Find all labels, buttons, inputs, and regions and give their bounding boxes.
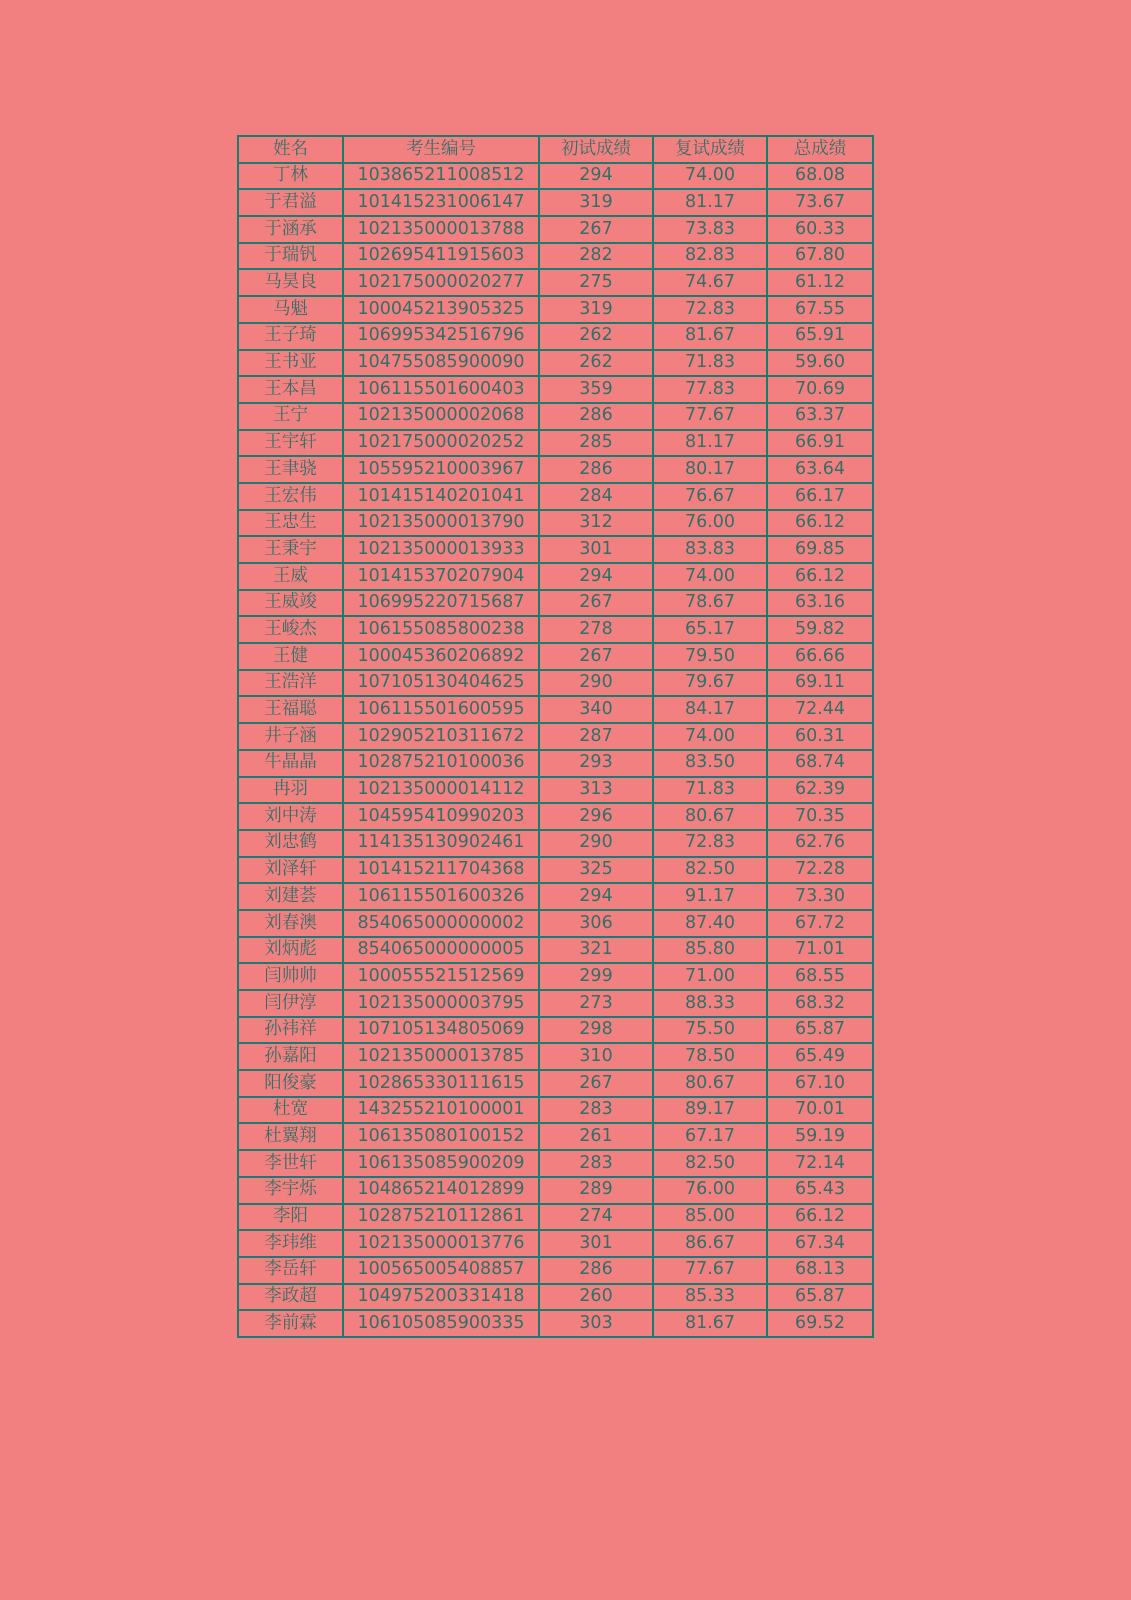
cell-total-score: 63.37 <box>767 403 873 430</box>
cell-first-score: 312 <box>539 510 653 537</box>
cell-candidate-id: 102135000003795 <box>343 990 539 1017</box>
cell-candidate-id: 101415140201041 <box>343 483 539 510</box>
cell-name: 刘建荟 <box>238 883 343 910</box>
cell-candidate-id: 102135000013785 <box>343 1043 539 1070</box>
cell-retest-score: 85.80 <box>653 937 767 964</box>
cell-total-score: 67.10 <box>767 1070 873 1097</box>
cell-total-score: 71.01 <box>767 937 873 964</box>
cell-first-score: 294 <box>539 163 653 190</box>
cell-total-score: 65.87 <box>767 1017 873 1044</box>
cell-candidate-id: 100565005408857 <box>343 1257 539 1284</box>
cell-candidate-id: 106115501600326 <box>343 883 539 910</box>
cell-total-score: 70.01 <box>767 1097 873 1124</box>
cell-first-score: 296 <box>539 803 653 830</box>
cell-candidate-id: 100055521512569 <box>343 963 539 990</box>
cell-first-score: 289 <box>539 1177 653 1204</box>
cell-candidate-id: 106995220715687 <box>343 590 539 617</box>
table-row <box>238 483 873 510</box>
table-row <box>238 1310 873 1337</box>
cell-name: 王聿骁 <box>238 456 343 483</box>
cell-name: 李阳 <box>238 1204 343 1231</box>
cell-retest-score: 81.17 <box>653 430 767 457</box>
table-row <box>238 1177 873 1204</box>
header-name: 姓名 <box>238 136 343 163</box>
cell-retest-score: 77.83 <box>653 376 767 403</box>
cell-first-score: 359 <box>539 376 653 403</box>
cell-candidate-id: 103865211008512 <box>343 163 539 190</box>
cell-candidate-id: 102905210311672 <box>343 723 539 750</box>
cell-retest-score: 76.00 <box>653 1177 767 1204</box>
cell-first-score: 294 <box>539 883 653 910</box>
cell-retest-score: 85.33 <box>653 1284 767 1311</box>
cell-total-score: 62.76 <box>767 830 873 857</box>
cell-first-score: 340 <box>539 696 653 723</box>
cell-first-score: 299 <box>539 963 653 990</box>
cell-total-score: 66.12 <box>767 1204 873 1231</box>
cell-name: 王秉宇 <box>238 536 343 563</box>
cell-total-score: 68.55 <box>767 963 873 990</box>
cell-candidate-id: 102865330111615 <box>343 1070 539 1097</box>
cell-first-score: 267 <box>539 643 653 670</box>
cell-candidate-id: 106105085900335 <box>343 1310 539 1337</box>
table-row <box>238 1017 873 1044</box>
cell-candidate-id: 102875210100036 <box>343 750 539 777</box>
cell-candidate-id: 102175000020277 <box>343 269 539 296</box>
table-row <box>238 510 873 537</box>
cell-first-score: 262 <box>539 350 653 377</box>
cell-name: 刘泽轩 <box>238 857 343 884</box>
cell-retest-score: 86.67 <box>653 1230 767 1257</box>
cell-name: 井子涵 <box>238 723 343 750</box>
cell-total-score: 59.82 <box>767 616 873 643</box>
cell-candidate-id: 102135000014112 <box>343 777 539 804</box>
table-row <box>238 963 873 990</box>
table-row <box>238 269 873 296</box>
cell-candidate-id: 101415370207904 <box>343 563 539 590</box>
cell-name: 王浩洋 <box>238 670 343 697</box>
cell-name: 王子琦 <box>238 323 343 350</box>
cell-candidate-id: 105595210003967 <box>343 456 539 483</box>
cell-total-score: 59.60 <box>767 350 873 377</box>
cell-retest-score: 71.00 <box>653 963 767 990</box>
cell-retest-score: 83.83 <box>653 536 767 563</box>
cell-retest-score: 79.67 <box>653 670 767 697</box>
cell-name: 马魁 <box>238 296 343 323</box>
cell-first-score: 290 <box>539 830 653 857</box>
cell-retest-score: 84.17 <box>653 696 767 723</box>
cell-name: 闫帅帅 <box>238 963 343 990</box>
cell-first-score: 298 <box>539 1017 653 1044</box>
cell-name: 阳俊豪 <box>238 1070 343 1097</box>
cell-name: 王威 <box>238 563 343 590</box>
cell-total-score: 73.30 <box>767 883 873 910</box>
cell-retest-score: 76.67 <box>653 483 767 510</box>
table-row <box>238 563 873 590</box>
cell-retest-score: 81.67 <box>653 1310 767 1337</box>
table-row <box>238 830 873 857</box>
cell-retest-score: 75.50 <box>653 1017 767 1044</box>
cell-retest-score: 72.83 <box>653 296 767 323</box>
cell-candidate-id: 102135000013790 <box>343 510 539 537</box>
cell-name: 王威竣 <box>238 590 343 617</box>
cell-name: 孙嘉阳 <box>238 1043 343 1070</box>
table-row <box>238 883 873 910</box>
cell-retest-score: 74.00 <box>653 563 767 590</box>
cell-total-score: 66.17 <box>767 483 873 510</box>
score-table <box>237 135 874 1338</box>
cell-candidate-id: 107105134805069 <box>343 1017 539 1044</box>
cell-candidate-id: 104595410990203 <box>343 803 539 830</box>
cell-total-score: 72.28 <box>767 857 873 884</box>
cell-first-score: 319 <box>539 296 653 323</box>
cell-name: 李玮维 <box>238 1230 343 1257</box>
cell-retest-score: 80.67 <box>653 1070 767 1097</box>
cell-first-score: 273 <box>539 990 653 1017</box>
cell-total-score: 66.91 <box>767 430 873 457</box>
cell-retest-score: 81.17 <box>653 189 767 216</box>
cell-name: 于君溢 <box>238 189 343 216</box>
cell-total-score: 62.39 <box>767 777 873 804</box>
table-row <box>238 1123 873 1150</box>
cell-total-score: 65.91 <box>767 323 873 350</box>
cell-name: 李岳轩 <box>238 1257 343 1284</box>
cell-candidate-id: 114135130902461 <box>343 830 539 857</box>
cell-first-score: 303 <box>539 1310 653 1337</box>
table-row <box>238 350 873 377</box>
cell-candidate-id: 106995342516796 <box>343 323 539 350</box>
cell-retest-score: 67.17 <box>653 1123 767 1150</box>
cell-candidate-id: 102135000013776 <box>343 1230 539 1257</box>
cell-first-score: 274 <box>539 1204 653 1231</box>
cell-total-score: 69.52 <box>767 1310 873 1337</box>
cell-total-score: 70.35 <box>767 803 873 830</box>
header-candidate-id: 考生编号 <box>343 136 539 163</box>
table-row <box>238 296 873 323</box>
cell-total-score: 65.87 <box>767 1284 873 1311</box>
cell-total-score: 59.19 <box>767 1123 873 1150</box>
cell-retest-score: 76.00 <box>653 510 767 537</box>
cell-total-score: 63.16 <box>767 590 873 617</box>
cell-name: 杜翼翔 <box>238 1123 343 1150</box>
table-row <box>238 216 873 243</box>
cell-total-score: 66.12 <box>767 563 873 590</box>
table-row <box>238 803 873 830</box>
table-row <box>238 937 873 964</box>
table-row <box>238 189 873 216</box>
cell-candidate-id: 101415231006147 <box>343 189 539 216</box>
cell-retest-score: 78.50 <box>653 1043 767 1070</box>
cell-name: 闫伊淳 <box>238 990 343 1017</box>
cell-retest-score: 74.67 <box>653 269 767 296</box>
cell-candidate-id: 102695411915603 <box>343 243 539 270</box>
cell-first-score: 282 <box>539 243 653 270</box>
cell-candidate-id: 101415211704368 <box>343 857 539 884</box>
cell-name: 王健 <box>238 643 343 670</box>
cell-name: 于瑞钒 <box>238 243 343 270</box>
cell-name: 于涵承 <box>238 216 343 243</box>
cell-first-score: 301 <box>539 1230 653 1257</box>
table-row <box>238 1230 873 1257</box>
cell-retest-score: 82.50 <box>653 857 767 884</box>
cell-total-score: 67.80 <box>767 243 873 270</box>
cell-total-score: 67.72 <box>767 910 873 937</box>
cell-name: 王峻杰 <box>238 616 343 643</box>
cell-first-score: 306 <box>539 910 653 937</box>
cell-total-score: 60.33 <box>767 216 873 243</box>
cell-first-score: 313 <box>539 777 653 804</box>
table-row <box>238 990 873 1017</box>
cell-retest-score: 77.67 <box>653 1257 767 1284</box>
table-row <box>238 670 873 697</box>
cell-first-score: 260 <box>539 1284 653 1311</box>
cell-name: 丁林 <box>238 163 343 190</box>
cell-name: 刘忠鹤 <box>238 830 343 857</box>
cell-name: 王宏伟 <box>238 483 343 510</box>
cell-retest-score: 74.00 <box>653 163 767 190</box>
cell-retest-score: 80.17 <box>653 456 767 483</box>
header-row <box>238 136 873 163</box>
table-row <box>238 723 873 750</box>
cell-first-score: 325 <box>539 857 653 884</box>
cell-retest-score: 82.50 <box>653 1150 767 1177</box>
table-row <box>238 1204 873 1231</box>
table-row <box>238 536 873 563</box>
cell-retest-score: 80.67 <box>653 803 767 830</box>
cell-first-score: 319 <box>539 189 653 216</box>
cell-retest-score: 72.83 <box>653 830 767 857</box>
table-row <box>238 376 873 403</box>
cell-retest-score: 78.67 <box>653 590 767 617</box>
cell-first-score: 286 <box>539 403 653 430</box>
cell-first-score: 283 <box>539 1150 653 1177</box>
cell-retest-score: 81.67 <box>653 323 767 350</box>
cell-total-score: 63.64 <box>767 456 873 483</box>
cell-candidate-id: 106135085900209 <box>343 1150 539 1177</box>
cell-candidate-id: 106155085800238 <box>343 616 539 643</box>
table-row <box>238 243 873 270</box>
cell-name: 王忠生 <box>238 510 343 537</box>
cell-first-score: 290 <box>539 670 653 697</box>
cell-total-score: 66.12 <box>767 510 873 537</box>
table-row <box>238 1284 873 1311</box>
cell-retest-score: 71.83 <box>653 777 767 804</box>
cell-first-score: 321 <box>539 937 653 964</box>
cell-candidate-id: 106135080100152 <box>343 1123 539 1150</box>
table-row <box>238 1257 873 1284</box>
cell-candidate-id: 104865214012899 <box>343 1177 539 1204</box>
table-row <box>238 163 873 190</box>
table-row <box>238 857 873 884</box>
cell-retest-score: 74.00 <box>653 723 767 750</box>
cell-first-score: 293 <box>539 750 653 777</box>
cell-retest-score: 89.17 <box>653 1097 767 1124</box>
cell-total-score: 66.66 <box>767 643 873 670</box>
header-total-score: 总成绩 <box>767 136 873 163</box>
cell-retest-score: 83.50 <box>653 750 767 777</box>
cell-candidate-id: 102175000020252 <box>343 430 539 457</box>
table-row <box>238 1097 873 1124</box>
cell-candidate-id: 100045213905325 <box>343 296 539 323</box>
table-row <box>238 456 873 483</box>
cell-name: 孙祎祥 <box>238 1017 343 1044</box>
cell-total-score: 68.74 <box>767 750 873 777</box>
cell-name: 李政超 <box>238 1284 343 1311</box>
cell-name: 刘春澳 <box>238 910 343 937</box>
cell-total-score: 72.14 <box>767 1150 873 1177</box>
cell-retest-score: 87.40 <box>653 910 767 937</box>
table-row <box>238 1043 873 1070</box>
cell-name: 李世轩 <box>238 1150 343 1177</box>
cell-name: 牛晶晶 <box>238 750 343 777</box>
table-row <box>238 750 873 777</box>
cell-first-score: 267 <box>539 590 653 617</box>
header-retest-score: 复试成绩 <box>653 136 767 163</box>
cell-first-score: 278 <box>539 616 653 643</box>
cell-candidate-id: 106115501600595 <box>343 696 539 723</box>
score-table-header <box>238 136 873 163</box>
cell-name: 王福聪 <box>238 696 343 723</box>
cell-candidate-id: 104975200331418 <box>343 1284 539 1311</box>
cell-retest-score: 85.00 <box>653 1204 767 1231</box>
cell-total-score: 72.44 <box>767 696 873 723</box>
table-row <box>238 323 873 350</box>
table-row <box>238 616 873 643</box>
cell-candidate-id: 104755085900090 <box>343 350 539 377</box>
cell-name: 冉羽 <box>238 777 343 804</box>
cell-total-score: 70.69 <box>767 376 873 403</box>
cell-candidate-id: 102135000002068 <box>343 403 539 430</box>
cell-name: 杜宽 <box>238 1097 343 1124</box>
table-row <box>238 403 873 430</box>
cell-name: 王宇轩 <box>238 430 343 457</box>
cell-first-score: 286 <box>539 456 653 483</box>
cell-first-score: 286 <box>539 1257 653 1284</box>
cell-total-score: 67.55 <box>767 296 873 323</box>
cell-first-score: 294 <box>539 563 653 590</box>
cell-total-score: 68.08 <box>767 163 873 190</box>
cell-retest-score: 77.67 <box>653 403 767 430</box>
cell-total-score: 69.11 <box>767 670 873 697</box>
cell-retest-score: 73.83 <box>653 216 767 243</box>
cell-total-score: 68.13 <box>767 1257 873 1284</box>
cell-first-score: 261 <box>539 1123 653 1150</box>
cell-name: 刘炳彪 <box>238 937 343 964</box>
cell-name: 王书亚 <box>238 350 343 377</box>
cell-total-score: 65.49 <box>767 1043 873 1070</box>
cell-candidate-id: 107105130404625 <box>343 670 539 697</box>
header-first-score: 初试成绩 <box>539 136 653 163</box>
cell-total-score: 67.34 <box>767 1230 873 1257</box>
cell-candidate-id: 854065000000002 <box>343 910 539 937</box>
cell-candidate-id: 102135000013933 <box>343 536 539 563</box>
cell-total-score: 65.43 <box>767 1177 873 1204</box>
cell-retest-score: 79.50 <box>653 643 767 670</box>
cell-first-score: 284 <box>539 483 653 510</box>
cell-retest-score: 91.17 <box>653 883 767 910</box>
cell-candidate-id: 143255210100001 <box>343 1097 539 1124</box>
cell-total-score: 60.31 <box>767 723 873 750</box>
cell-name: 王宁 <box>238 403 343 430</box>
cell-first-score: 262 <box>539 323 653 350</box>
cell-total-score: 69.85 <box>767 536 873 563</box>
score-table-body <box>238 163 873 1337</box>
cell-first-score: 275 <box>539 269 653 296</box>
table-row <box>238 777 873 804</box>
cell-total-score: 61.12 <box>767 269 873 296</box>
cell-first-score: 283 <box>539 1097 653 1124</box>
cell-first-score: 285 <box>539 430 653 457</box>
table-row <box>238 1150 873 1177</box>
cell-name: 刘中涛 <box>238 803 343 830</box>
cell-retest-score: 82.83 <box>653 243 767 270</box>
cell-name: 王本昌 <box>238 376 343 403</box>
table-row <box>238 696 873 723</box>
table-row <box>238 1070 873 1097</box>
cell-candidate-id: 854065000000005 <box>343 937 539 964</box>
table-row <box>238 910 873 937</box>
cell-retest-score: 71.83 <box>653 350 767 377</box>
table-row <box>238 430 873 457</box>
cell-retest-score: 88.33 <box>653 990 767 1017</box>
cell-total-score: 73.67 <box>767 189 873 216</box>
cell-name: 李宇烁 <box>238 1177 343 1204</box>
cell-total-score: 68.32 <box>767 990 873 1017</box>
cell-candidate-id: 102135000013788 <box>343 216 539 243</box>
cell-retest-score: 65.17 <box>653 616 767 643</box>
cell-first-score: 310 <box>539 1043 653 1070</box>
cell-name: 马昊良 <box>238 269 343 296</box>
table-row <box>238 643 873 670</box>
cell-first-score: 287 <box>539 723 653 750</box>
cell-candidate-id: 106115501600403 <box>343 376 539 403</box>
cell-candidate-id: 100045360206892 <box>343 643 539 670</box>
cell-candidate-id: 102875210112861 <box>343 1204 539 1231</box>
cell-first-score: 267 <box>539 1070 653 1097</box>
cell-first-score: 267 <box>539 216 653 243</box>
cell-name: 李前霖 <box>238 1310 343 1337</box>
cell-first-score: 301 <box>539 536 653 563</box>
table-row <box>238 590 873 617</box>
